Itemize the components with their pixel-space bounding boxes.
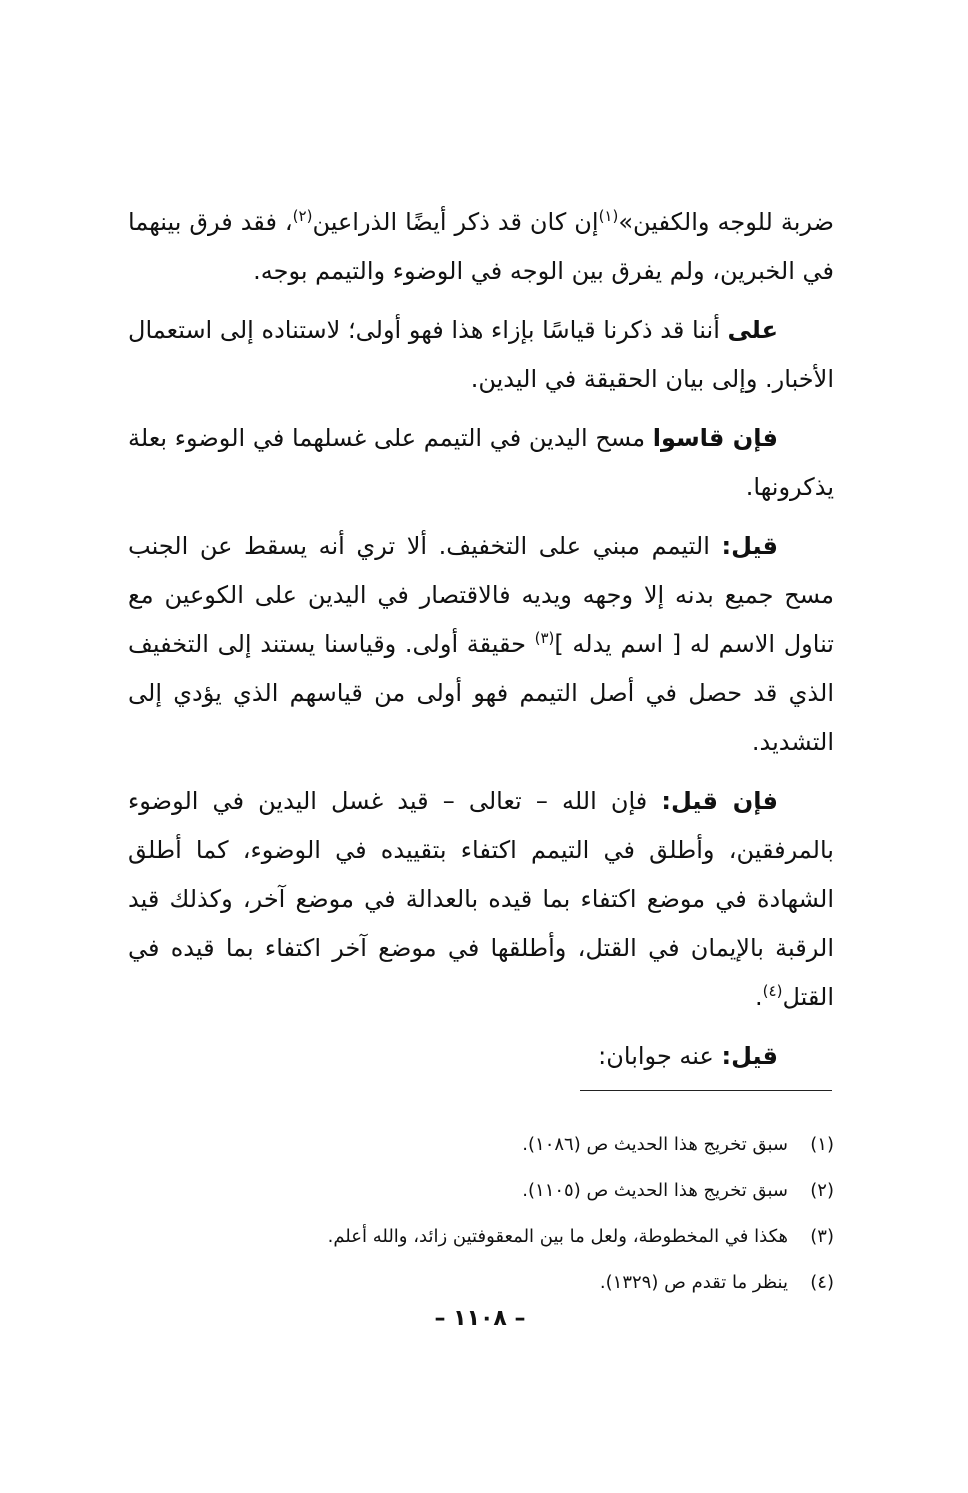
paragraph-2-text: أننا قد ذكرنا قياسًا بإزاء هذا فهو أولى؛ لاستناده إلى استعمال الأخبار. وإلى بيان الحقيقة في اليدين.: [128, 316, 834, 393]
paragraph-4-lead: قيل:: [721, 532, 778, 560]
paragraph-6-lead: قيل:: [721, 1042, 778, 1070]
paragraph-4-text-after: حقيقة أولى. وقياسنا يستند إلى التخفيف الذي قد حصل في أصل التيمم فهو أولى من قياسهم الذي يؤدي إلى التشديد.: [128, 630, 834, 756]
paragraph-6-text: عنه جوابان:: [598, 1042, 722, 1070]
paragraph-5-lead: فإن قيل:: [661, 787, 778, 815]
footnote-1: [300, 1122, 834, 1168]
paragraph-3-lead: فإن قاسوا: [652, 424, 779, 452]
paragraph-2: [128, 306, 834, 404]
footnote-divider: [580, 1090, 832, 1091]
footnote-ref-1: (١): [598, 207, 619, 225]
footnote-ref-4: (٤): [762, 982, 783, 1000]
footnote-text: سبق تخريج هذا الحديث ص (١١٠٥).: [522, 1180, 788, 1201]
footnote-ref-3: (٣): [534, 629, 555, 647]
footnote-number: (١): [810, 1134, 834, 1155]
paragraph-3-text: مسح اليدين في التيمم على غسلهما في الوضوء بعلة يذكرونها.: [128, 424, 834, 501]
footnote-text: سبق تخريج هذا الحديث ص (١٠٨٦).: [522, 1134, 788, 1155]
footnote-number: (٣): [810, 1226, 834, 1247]
paragraph-1-text-middle: إن كان قد ذكر أيضًا الذراعين: [312, 208, 599, 236]
paragraph-4: [128, 522, 834, 767]
footnote-ref-2: (٢): [292, 207, 313, 225]
footnote-2: [300, 1168, 834, 1214]
paragraph-2-lead: على: [727, 316, 778, 344]
paragraph-5-text-before: فإن الله – تعالى – قيد غسل اليدين في الوضوء بالمرفقين، وأطلق في التيمم اكتفاء بتقييده في الوضوء، كما أطلق الشهادة في موضع اكتفاء بما قيده بالعدالة في موضع آخر، وكذلك قيد الرقبة بالإيمان في القتل، وأطلقها في موضع آخر اكتفاء بما قيده في القتل: [128, 787, 834, 1011]
paragraph-6: [128, 1032, 834, 1081]
footnote-number: (٤): [810, 1272, 834, 1293]
paragraph-1-text-after: ، فقد فرق بينهما في الخبرين، ولم يفرق بين الوجه في الوضوء والتيمم بوجه.: [128, 208, 834, 285]
main-text: [128, 198, 834, 1091]
paragraph-1: [128, 198, 834, 296]
footnote-number: (٢): [810, 1180, 834, 1201]
footnote-4: [300, 1260, 834, 1306]
paragraph-1-text-before: ضربة للوجه والكفين»: [618, 208, 834, 236]
page-number: – ١١٠٨ –: [434, 1306, 526, 1331]
footnote-text: هكذا في المخطوطة، ولعل ما بين المعقوفتين زائد، والله أعلم.: [327, 1226, 788, 1247]
paragraph-5-text-after: .: [755, 983, 763, 1011]
paragraph-5: [128, 777, 834, 1022]
paragraph-3: [128, 414, 834, 512]
footnote-3: [300, 1214, 834, 1260]
footnotes: [300, 1122, 834, 1306]
paragraph-4-text-before: التيمم مبني على التخفيف. ألا تري أنه يسقط عن الجنب مسح جميع بدنه إلا وجهه ويديه فالاقتصار في اليدين على الكوعين مع تناول الاسم له [ اسم يدله ]: [128, 532, 834, 658]
footnote-text: ينظر ما تقدم ص (١٣٢٩).: [599, 1272, 788, 1293]
